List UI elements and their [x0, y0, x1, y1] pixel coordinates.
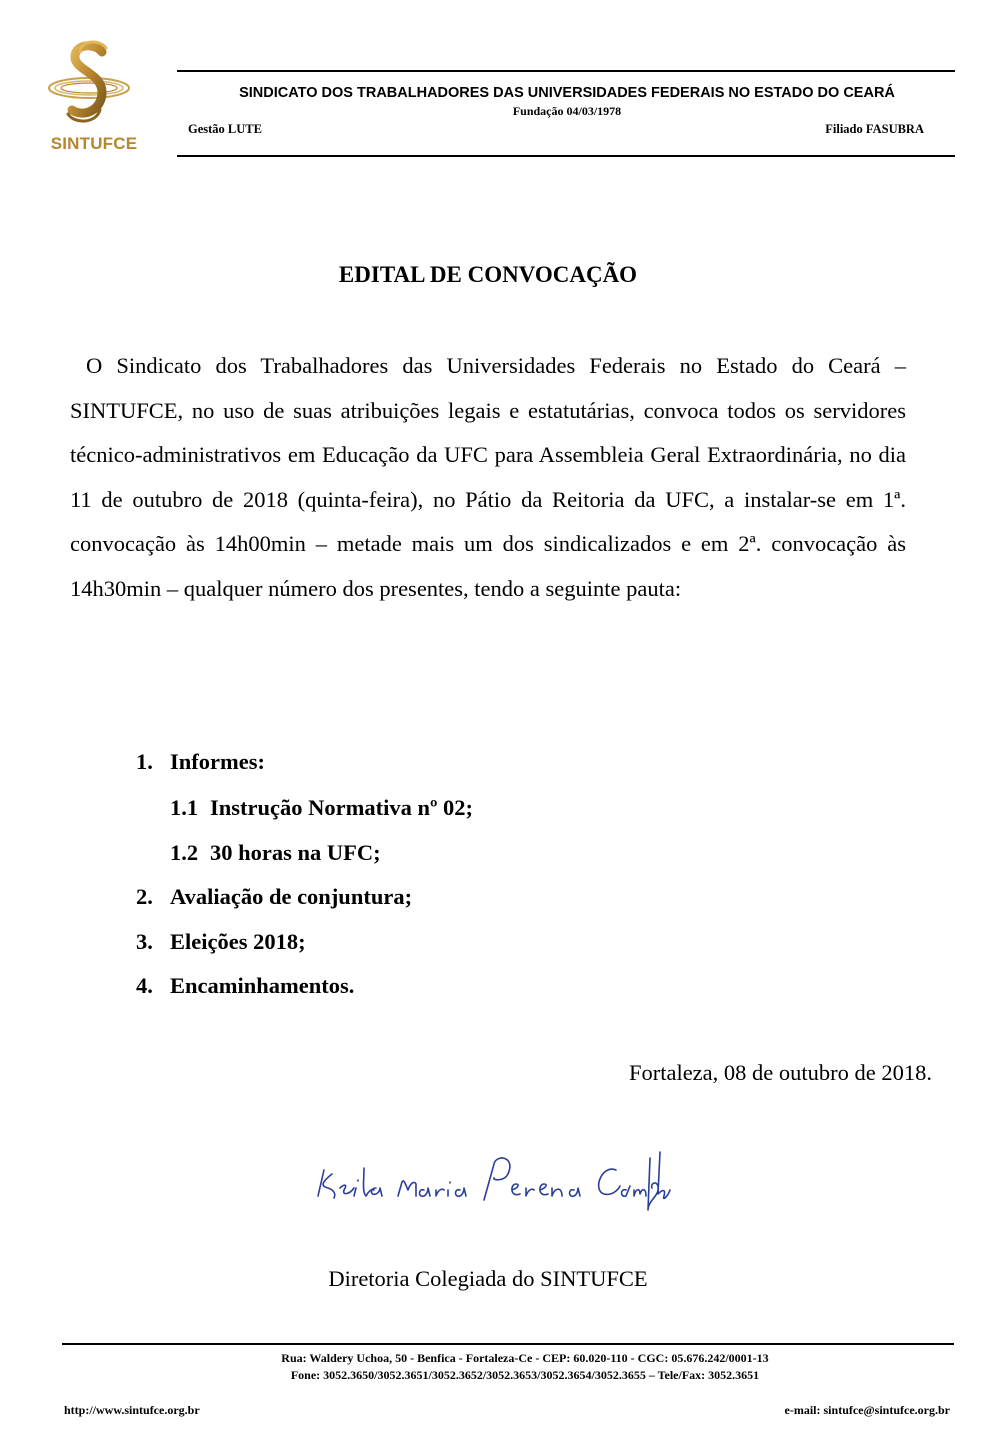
header-bottom-rule	[177, 155, 955, 157]
handwritten-signature	[312, 1140, 672, 1225]
foundation-date: Fundação 04/03/1978	[512, 104, 622, 118]
logo-text: SINTUFCE	[50, 134, 138, 153]
agenda-item	[136, 749, 265, 775]
agenda-number: 1.1	[170, 795, 199, 820]
footer-phones: Fone: 3052.3650/3052.3651/3052.3652/3052.3653/3052.3654/3052.3655 – Tele/Fax: 3052.3651	[290, 1368, 760, 1382]
document-title: EDITAL DE CONVOCAÇÃO	[338, 262, 638, 287]
affiliation-label: Filiado FASUBRA	[825, 122, 924, 136]
footer-website-link[interactable]: http://www.sintufce.org.br	[64, 1403, 200, 1417]
agenda-subitem	[170, 840, 381, 866]
agenda-text: 30 horas na UFC;	[210, 840, 381, 865]
agenda-number: 1.2	[170, 840, 199, 865]
agenda-text: Informes:	[170, 749, 265, 774]
logo-emblem-icon	[44, 40, 134, 132]
agenda-text: Avaliação de conjuntura;	[170, 884, 413, 909]
header-top-rule	[177, 70, 955, 72]
agenda-text: Encaminhamentos.	[170, 973, 355, 998]
footer-email-link[interactable]: e-mail: sintufce@sintufce.org.br	[784, 1403, 950, 1417]
agenda-item	[136, 929, 306, 955]
union-name: SINDICATO DOS TRABALHADORES DAS UNIVERSIDADES FEDERAIS NO ESTADO DO CEARÁ	[239, 85, 895, 101]
agenda-number: 3.	[136, 929, 153, 954]
sintufce-logo	[36, 40, 140, 158]
management-label: Gestão LUTE	[188, 122, 262, 136]
agenda-number: 1.	[136, 749, 153, 774]
agenda-subitem	[170, 795, 473, 821]
body-paragraph	[70, 344, 906, 612]
agenda-number: 2.	[136, 884, 153, 909]
date-line: Fortaleza, 08 de outubro de 2018.	[628, 1060, 932, 1085]
footer-rule	[62, 1343, 954, 1345]
body-text: O Sindicato dos Trabalhadores das Universidades Federais no Estado do Ceará – SINTUFCE, no uso de suas atribuições legais e estatutárias, convoca todos os servidores técnico-administrativos em Educação da UFC para Assembleia Geral Extraordinária, no dia 11 de outubro de 2018 (quinta-feira), no Pátio da Reitoria da UFC, a instalar-se em 1ª. convocação às 14h00min – metade mais um dos sindicalizados e em 2ª. convocação às 14h30min – qualquer número dos presentes, tendo a seguinte pauta:	[70, 353, 906, 601]
signatory-name: Diretoria Colegiada do SINTUFCE	[328, 1266, 648, 1291]
agenda-item	[136, 973, 354, 999]
agenda-number: 4.	[136, 973, 153, 998]
agenda-text: Eleições 2018;	[170, 929, 306, 954]
agenda-item	[136, 884, 412, 910]
signature-drawing	[312, 1140, 672, 1220]
footer-address: Rua: Waldery Uchoa, 50 - Benfica - Fortaleza-Ce - CEP: 60.020-110 - CGC: 05.676.242/0001-13	[281, 1351, 769, 1365]
agenda-text: Instrução Normativa nº 02;	[210, 795, 474, 820]
